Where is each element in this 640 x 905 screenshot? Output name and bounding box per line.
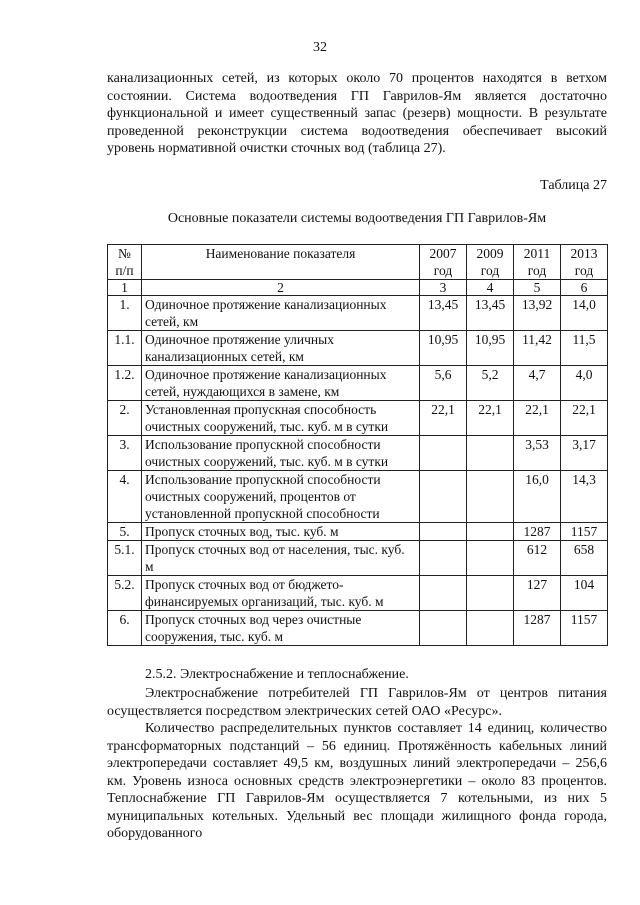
cell-v2013: 1157 (561, 611, 608, 646)
column-index-row (108, 280, 608, 296)
header-num: № п/п (108, 245, 142, 280)
cell-name: Использование пропускной способности очистных сооружений, процентов от установленной пропускной способности (142, 471, 420, 523)
cell-num: 1.1. (108, 331, 142, 366)
cell-num: 5. (108, 523, 142, 541)
table-row (108, 401, 608, 436)
cell-name: Одиночное протяжение канализационных сетей, км (142, 296, 420, 331)
table-row (108, 296, 608, 331)
cell-name: Пропуск сточных вод, тыс. куб. м (142, 523, 420, 541)
table-row (108, 331, 608, 366)
cell-v2007: 5,6 (420, 366, 467, 401)
cell-v2009 (467, 436, 514, 471)
cell-v2013: 4,0 (561, 366, 608, 401)
header-name: Наименование показателя (142, 245, 420, 280)
indicators-table (107, 244, 608, 646)
col-index: 5 (514, 280, 561, 296)
cell-v2007: 22,1 (420, 401, 467, 436)
table-row (108, 541, 608, 576)
header-2011: 2011 год (514, 245, 561, 280)
table-row (108, 471, 608, 523)
cell-num: 5.1. (108, 541, 142, 576)
cell-v2013: 104 (561, 576, 608, 611)
table-row (108, 523, 608, 541)
cell-v2011: 11,42 (514, 331, 561, 366)
table-row (108, 366, 608, 401)
cell-v2007: 13,45 (420, 296, 467, 331)
cell-v2009 (467, 523, 514, 541)
cell-v2013: 22,1 (561, 401, 608, 436)
cell-num: 5.2. (108, 576, 142, 611)
cell-v2009 (467, 471, 514, 523)
cell-v2011: 1287 (514, 523, 561, 541)
cell-num: 2. (108, 401, 142, 436)
col-index: 6 (561, 280, 608, 296)
cell-v2007 (420, 471, 467, 523)
cell-v2013: 11,5 (561, 331, 608, 366)
cell-num: 4. (108, 471, 142, 523)
cell-v2007 (420, 611, 467, 646)
cell-v2009: 5,2 (467, 366, 514, 401)
cell-v2013: 3,17 (561, 436, 608, 471)
cell-name: Установленная пропускная способность очистных сооружений, тыс. куб. м в сутки (142, 401, 420, 436)
table-header-row (108, 245, 608, 280)
col-index: 4 (467, 280, 514, 296)
cell-name: Пропуск сточных вод от населения, тыс. куб. м (142, 541, 420, 576)
cell-v2011: 612 (514, 541, 561, 576)
cell-v2009 (467, 611, 514, 646)
cell-v2007 (420, 436, 467, 471)
cell-v2011: 1287 (514, 611, 561, 646)
cell-v2009: 10,95 (467, 331, 514, 366)
cell-num: 6. (108, 611, 142, 646)
cell-v2011: 13,92 (514, 296, 561, 331)
paragraph-stats: Количество распределительных пунктов составляет 14 единиц, количество трансформаторных подстанций – 56 единиц. Протяжённость кабельных линий электропередачи составляет 49,5 км, воздушных линий электропередачи – 256,6 км. Уровень износа основных средств электроэнергетики – около 83 процентов. Теплоснабжение ГП Гаврилов-Ям осуществляется 7 котельными, из них 5 муниципальных котельных. Удельный вес площади жилищного фонда города, оборудованного (107, 721, 607, 841)
table-row (108, 436, 608, 471)
cell-v2007 (420, 523, 467, 541)
col-index: 1 (108, 280, 142, 296)
cell-v2013: 658 (561, 541, 608, 576)
col-index: 3 (420, 280, 467, 296)
cell-name: Использование пропускной способности очистных сооружений, тыс. куб. м в сутки (142, 436, 420, 471)
paragraph-power: Электроснабжение потребителей ГП Гаврилов-Ям от центров питания осуществляется посредством электрических сетей ОАО «Ресурс». (107, 686, 607, 719)
page-number: 32 (313, 40, 327, 55)
cell-v2011: 16,0 (514, 471, 561, 523)
cell-v2009: 22,1 (467, 401, 514, 436)
table-title: Основные показатели системы водоотведения ГП Гаврилов-Ям (167, 211, 547, 226)
table-label: Таблица 27 (540, 178, 607, 193)
cell-v2007 (420, 576, 467, 611)
cell-v2011: 127 (514, 576, 561, 611)
cell-num: 1. (108, 296, 142, 331)
cell-name: Пропуск сточных вод через очистные сооружения, тыс. куб. м (142, 611, 420, 646)
cell-v2013: 14,0 (561, 296, 608, 331)
cell-name: Пропуск сточных вод от бюджето-финансируемых организаций, тыс. куб. м (142, 576, 420, 611)
col-index: 2 (142, 280, 420, 296)
intro-paragraph: канализационных сетей, из которых около 70 процентов находятся в ветхом состоянии. Система водоотведения ГП Гаврилов-Ям является достаточно функциональной и имеет существенный запас (резерв) мощности. В результате проведенной реконструкции система водоотведения обеспечивает высокий уровень нормативной очистки сточных вод (таблица 27). (107, 71, 607, 156)
section-heading: 2.5.2. Электроснабжение и теплоснабжение. (145, 667, 409, 682)
header-2013: 2013 год (561, 245, 608, 280)
cell-name: Одиночное протяжение уличных канализационных сетей, км (142, 331, 420, 366)
cell-v2013: 1157 (561, 523, 608, 541)
cell-name: Одиночное протяжение канализационных сетей, нуждающихся в замене, км (142, 366, 420, 401)
cell-v2011: 4,7 (514, 366, 561, 401)
header-2007: 2007 год (420, 245, 467, 280)
cell-v2007 (420, 541, 467, 576)
cell-v2009 (467, 541, 514, 576)
header-2009: 2009 год (467, 245, 514, 280)
cell-num: 3. (108, 436, 142, 471)
cell-v2009 (467, 576, 514, 611)
table-row (108, 611, 608, 646)
cell-v2007: 10,95 (420, 331, 467, 366)
table-row (108, 576, 608, 611)
cell-v2013: 14,3 (561, 471, 608, 523)
cell-v2009: 13,45 (467, 296, 514, 331)
cell-v2011: 3,53 (514, 436, 561, 471)
cell-v2011: 22,1 (514, 401, 561, 436)
cell-num: 1.2. (108, 366, 142, 401)
